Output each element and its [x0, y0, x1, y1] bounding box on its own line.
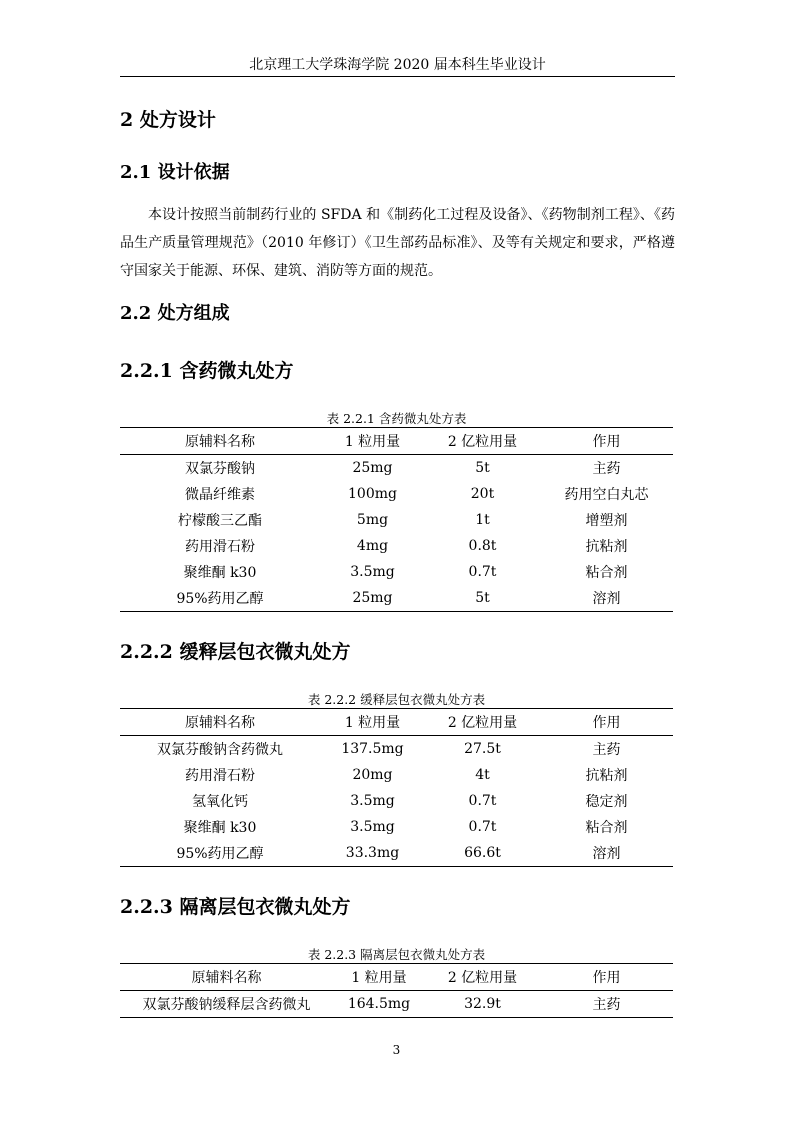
page-number: 3 [392, 1043, 401, 1057]
composition-heading: 2.2 处方组成 [120, 303, 230, 324]
cell: 66.6t [464, 845, 501, 861]
col-header-per-200m: 2 亿粒用量 [425, 709, 540, 736]
cell: 0.7t [468, 819, 497, 835]
cell: 33.3mg [345, 845, 400, 861]
col-header-per-pellet: 1 粒用量 [320, 428, 425, 455]
cell: 溶剂 [592, 591, 621, 607]
table-row [120, 533, 673, 559]
table-row [120, 559, 673, 585]
cell: 粘合剂 [585, 565, 628, 581]
sub3-heading: 2.2.3 隔离层包衣微丸处方 [120, 896, 351, 918]
col-header-function: 作用 [540, 709, 673, 736]
cell: 3.5mg [350, 819, 395, 835]
table-row [120, 455, 673, 482]
cell: 主药 [592, 997, 621, 1013]
cell: 137.5mg [341, 741, 404, 757]
cell: 25mg [352, 460, 393, 476]
cell: 3.5mg [350, 793, 395, 809]
cell: 溶剂 [592, 846, 621, 862]
table-pellet-formula [120, 427, 673, 612]
cell: 1t [475, 512, 490, 528]
table-header-row [120, 428, 673, 455]
cell: 粘合剂 [585, 820, 628, 836]
table-header-row [120, 709, 673, 736]
cell: 药用滑石粉 [185, 768, 255, 784]
table-row [120, 788, 673, 814]
table-row [120, 762, 673, 788]
col-header-function: 作用 [540, 964, 673, 991]
cell: 0.7t [468, 564, 497, 580]
cell: 聚维酮 k30 [183, 820, 257, 836]
cell: 4t [475, 767, 490, 783]
cell: 抗粘剂 [585, 539, 628, 555]
col-header-per-pellet: 1 粒用量 [320, 709, 425, 736]
cell: 双氯芬酸钠含药微丸 [157, 742, 283, 758]
cell: 药用滑石粉 [185, 539, 255, 555]
table-row [120, 840, 673, 867]
cell: 氢氧化钙 [192, 794, 248, 810]
cell: 抗粘剂 [585, 768, 628, 784]
table-caption-2: 表 2.2.2 缓释层包衣微丸处方表 [307, 692, 486, 707]
table-isolation-coating [120, 963, 673, 1018]
section-title: 2 处方设计 [120, 109, 216, 131]
col-header-per-200m: 2 亿粒用量 [425, 964, 540, 991]
basis-heading: 2.1 设计依据 [120, 162, 230, 183]
cell: 27.5t [464, 741, 501, 757]
cell: 95%药用乙醇 [176, 846, 264, 862]
cell: 微晶纤维素 [185, 487, 255, 503]
table-header-row [120, 964, 673, 991]
basis-paragraph: 本设计按照当前制药行业的 SFDA 和《制药化工过程及设备》、《药物制剂工程》、《药品生产质量管理规范》（2010 年修订）《卫生部药品标准》、及等有关规定和要求，严格遵守国家关于能源、环保、建筑、消防等方面的规范。 [120, 207, 675, 279]
table-row [120, 507, 673, 533]
cell: 164.5mg [347, 996, 411, 1012]
cell: 双氯芬酸钠缓释层含药微丸 [142, 997, 311, 1013]
table-row [120, 814, 673, 840]
cell: 3.5mg [350, 564, 395, 580]
table-row [120, 991, 673, 1018]
col-header-material: 原辅料名称 [120, 428, 320, 455]
table-row [120, 736, 673, 763]
table-caption-3: 表 2.2.3 隔离层包衣微丸处方表 [307, 947, 486, 962]
cell: 20t [470, 486, 495, 502]
cell: 稳定剂 [585, 794, 628, 810]
cell: 20mg [352, 767, 393, 783]
cell: 聚维酮 k30 [183, 565, 257, 581]
cell: 4mg [356, 538, 389, 554]
sub1-heading: 2.2.1 含药微丸处方 [120, 360, 294, 382]
cell: 增塑剂 [585, 513, 628, 529]
cell: 5mg [356, 512, 389, 528]
page-header: 北京理工大学珠海学院 2020 届本科生毕业设计 [120, 56, 675, 77]
cell: 95%药用乙醇 [176, 591, 264, 607]
cell: 药用空白丸芯 [564, 487, 649, 503]
table-row [120, 481, 673, 507]
table-caption-1: 表 2.2.1 含药微丸处方表 [326, 411, 467, 426]
sub2-heading: 2.2.2 缓释层包衣微丸处方 [120, 641, 351, 663]
col-header-per-200m: 2 亿粒用量 [425, 428, 540, 455]
cell: 100mg [348, 486, 397, 502]
col-header-function: 作用 [540, 428, 673, 455]
cell: 32.9t [464, 996, 501, 1012]
cell: 5t [475, 590, 490, 606]
col-header-material: 原辅料名称 [120, 964, 333, 991]
col-header-material: 原辅料名称 [120, 709, 320, 736]
cell: 双氯芬酸钠 [185, 461, 255, 477]
cell: 0.7t [468, 793, 497, 809]
cell: 5t [475, 460, 490, 476]
cell: 主药 [592, 742, 621, 758]
table-sustained-release-coating [120, 708, 673, 867]
cell: 25mg [352, 590, 393, 606]
cell: 主药 [592, 461, 621, 477]
cell: 柠檬酸三乙酯 [178, 513, 262, 529]
cell: 0.8t [468, 538, 497, 554]
col-header-per-pellet: 1 粒用量 [333, 964, 425, 991]
table-row [120, 585, 673, 612]
